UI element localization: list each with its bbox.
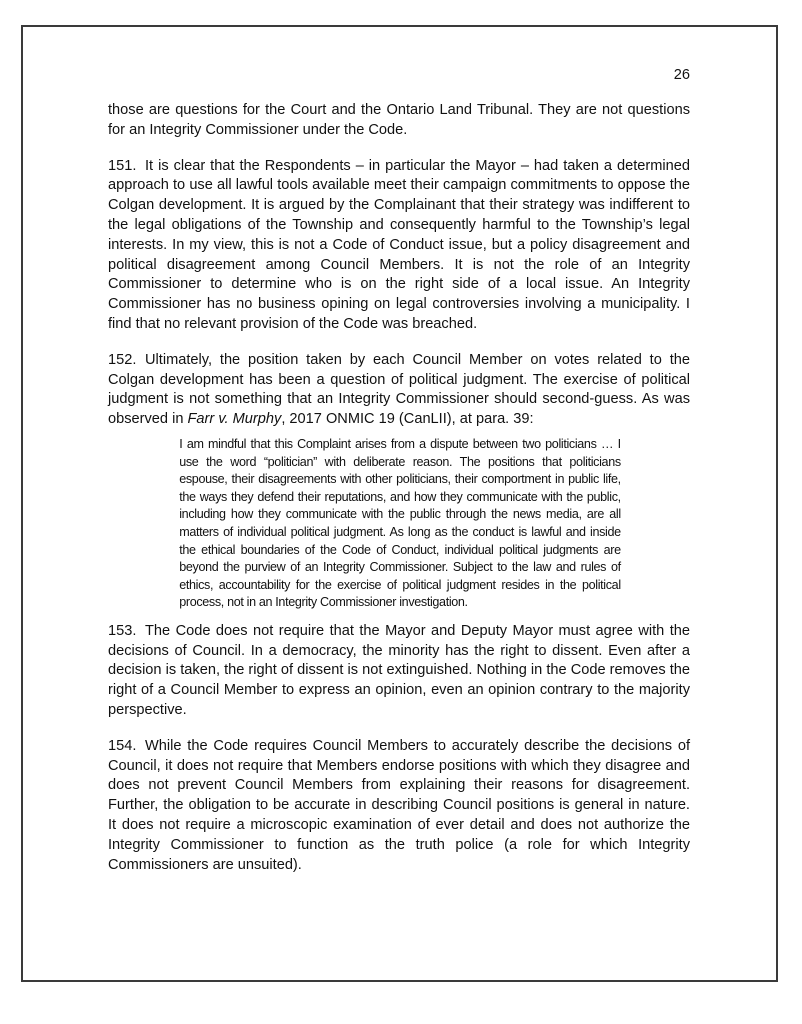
paragraph-number: 152. [108,351,137,368]
paragraph-continuation [108,101,690,141]
paragraph-text-after-citation: , 2017 ONMIC 19 (CanLII), at para. 39: [281,411,534,428]
paragraph-text: While the Code requires Council Members to accurately describe the decisions of Council, it does not require that Members endorse positions with which they disagree and does not prevent Council Members from explaining their reasons for disagreement. Further, the obligation to be accurate in describing Council positions is general in nature. It does not require a microscopic examination of ever detail and does not authorize the Integrity Commissioner to function as the truth police (a role for which Integrity Commissioners are unsuited). [108,737,690,873]
paragraph-text: It is clear that the Respondents – in particular the Mayor – had taken a determined approach to use all lawful tools available meet their campaign commitments to oppose the Colgan development. It is argued by the Complainant that their strategy was indifferent to the legal obligations of the Township and consequently harmful to the Township’s legal interests. In my view, this is not a Code of Conduct issue, but a policy disagreement and political disagreement among Council Members. It is not the role of an Integrity Commissioner to determine who is on the right side of a local issue. An Integrity Commissioner has no business opining on legal controversies involving a municipality. I find that no relevant provision of the Code was breached. [108,157,690,332]
paragraph-text: The Code does not require that the Mayor and Deputy Mayor must agree with the decisions of Council. In a democracy, the minority has the right to dissent. Even after a decision is taken, the right of dissent is not extinguished. Nothing in the Code removes the right of a Council Member to express an opinion, even an opinion contrary to the majority perspective. [108,622,690,719]
paragraph-text: those are questions for the Court and the Ontario Land Tribunal. They are not questions for an Integrity Commissioner under the Code. [108,102,690,138]
paragraph-number: 153. [108,622,137,639]
page-number: 26 [673,67,690,83]
block-quote: I am mindful that this Complaint arises from a dispute between two politicians … I use the word “politician” with deliberate reason. The positions that politicians espouse, their disagreements with other politicians, their comportment in public life, the ways they defend their reputations, and how they communicate with the public, including how they communicate with the public through the news media, are all matters of individual political judgment. As long as the conduct is lawful and inside the ethical boundaries of the Code of Conduct, individual political judgments are beyond the purview of an Integrity Commissioner. Subject to the law and rules of ethics, accountability for the exercise of political judgment resides in the political process, not in an Integrity Commissioner investigation. [179,436,621,610]
paragraph-154 [108,737,690,876]
paragraph-151 [108,157,690,335]
paragraph-153 [108,622,690,721]
paragraph-number: 151. [108,157,137,174]
paragraph-text: Ultimately, the position taken by each Council Member on votes related to the Colgan development has been a question of political judgment. The exercise of political judgment is not something that an Integrity Commissioner should second-guess. As was observed in [108,351,690,428]
case-citation: Farr v. Murphy [187,411,282,428]
document-body [108,66,690,891]
paragraph-number: 154. [108,737,137,754]
paragraph-152 [108,351,690,430]
